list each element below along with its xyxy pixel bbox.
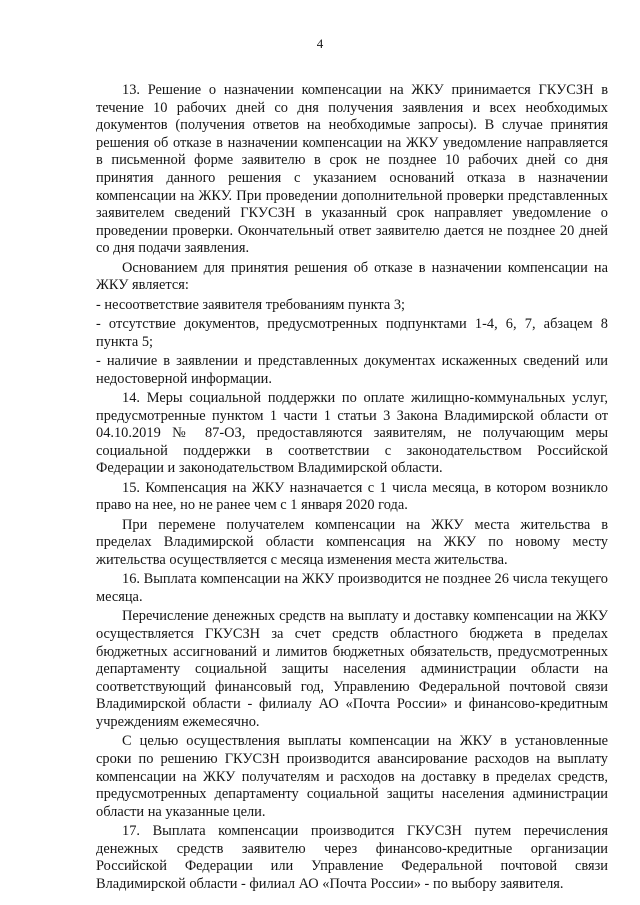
document-body — [96, 82, 608, 895]
refusal-ground-item: - отсутствие документов, предусмотренных подпунктами 1-4, 6, 7, абзацем 8 пункта 5; — [96, 316, 608, 350]
refusal-grounds-intro: Основанием для принятия решения об отказе в назначении компенсации на ЖКУ является: — [96, 259, 608, 294]
paragraph-17: 17. Выплата компенсации производится ГКУСЗН путем перечисления денежных средств заявителю через финансово-кредитные организации Российской Федерации или Управление Федеральной почтовой связи Владимирской области - филиал АО «Почта России» - по выбору заявителя. — [96, 823, 608, 892]
paragraph-15-relocation: При перемене получателем компенсации на ЖКУ места жительства в пределах Владимирской области компенсация на ЖКУ по новому месту жительства осуществляется с месяца изменения места жительства. — [96, 516, 608, 569]
page-number: 4 — [316, 36, 324, 51]
paragraph-15: 15. Компенсация на ЖКУ назначается с 1 числа месяца, в котором возникло право на нее, но не ранее чем с 1 января 2020 года. — [96, 479, 608, 514]
paragraph-16-transfer: Перечисление денежных средств на выплату и доставку компенсации на ЖКУ осуществляется ГКУСЗН за счет средств областного бюджета в пределах бюджетных ассигнований и лимитов бюджетных обязательств, предусмотренных департаменту социальной защиты населения администрации области на соответствующий финансовый год, Управлению Федеральной почтовой связи Владимирской области - филиалу АО «Почта России» и финансово-кредитным учреждениям ежемесячно. — [96, 608, 608, 730]
paragraph-16-advance: С целью осуществления выплаты компенсации на ЖКУ в установленные сроки по решению ГКУСЗН производится авансирование расходов на выплату компенсации на ЖКУ получателям и расходов на доставку в пределах средств, предусмотренных департаменту социальной защиты населения администрации области на указанные цели. — [96, 733, 608, 820]
paragraph-16: 16. Выплата компенсации на ЖКУ производится не позднее 26 числа текущего месяца. — [96, 571, 608, 605]
refusal-ground-item: - несоответствие заявителя требованиям пункта 3; — [96, 296, 406, 313]
paragraph-13: 13. Решение о назначении компенсации на ЖКУ принимается ГКУСЗН в течение 10 рабочих дней со дня получения заявления и всех необходимых документов (получения ответов на необходимые запросы). В случае принятия решения об отказе в назначении компенсации на ЖКУ уведомление направляется в письменной форме заявителю в срок не позднее 10 рабочих дней со дня принятия данного решения с указанием оснований отказа в назначении компенсации на ЖКУ. При проведении дополнительной проверки представленных заявителем сведений ГКУСЗН в указанный срок направляет уведомление о проведении проверки. Окончательный ответ заявителю дается не позднее 20 дней со дня подачи заявления. — [96, 82, 608, 257]
refusal-ground-item: - наличие в заявлении и представленных документах искаженных сведений или недостоверной информации. — [96, 353, 608, 387]
paragraph-14: 14. Меры социальной поддержки по оплате жилищно-коммунальных услуг, предусмотренные пунктом 1 части 1 статьи 3 Закона Владимирской области от 04.10.2019 № 87-ОЗ, предоставляются заявителям, не получающим меры социальной поддержки в соответствии с законодательством Российской Федерации и законодательством Владимирской области. — [96, 390, 608, 477]
